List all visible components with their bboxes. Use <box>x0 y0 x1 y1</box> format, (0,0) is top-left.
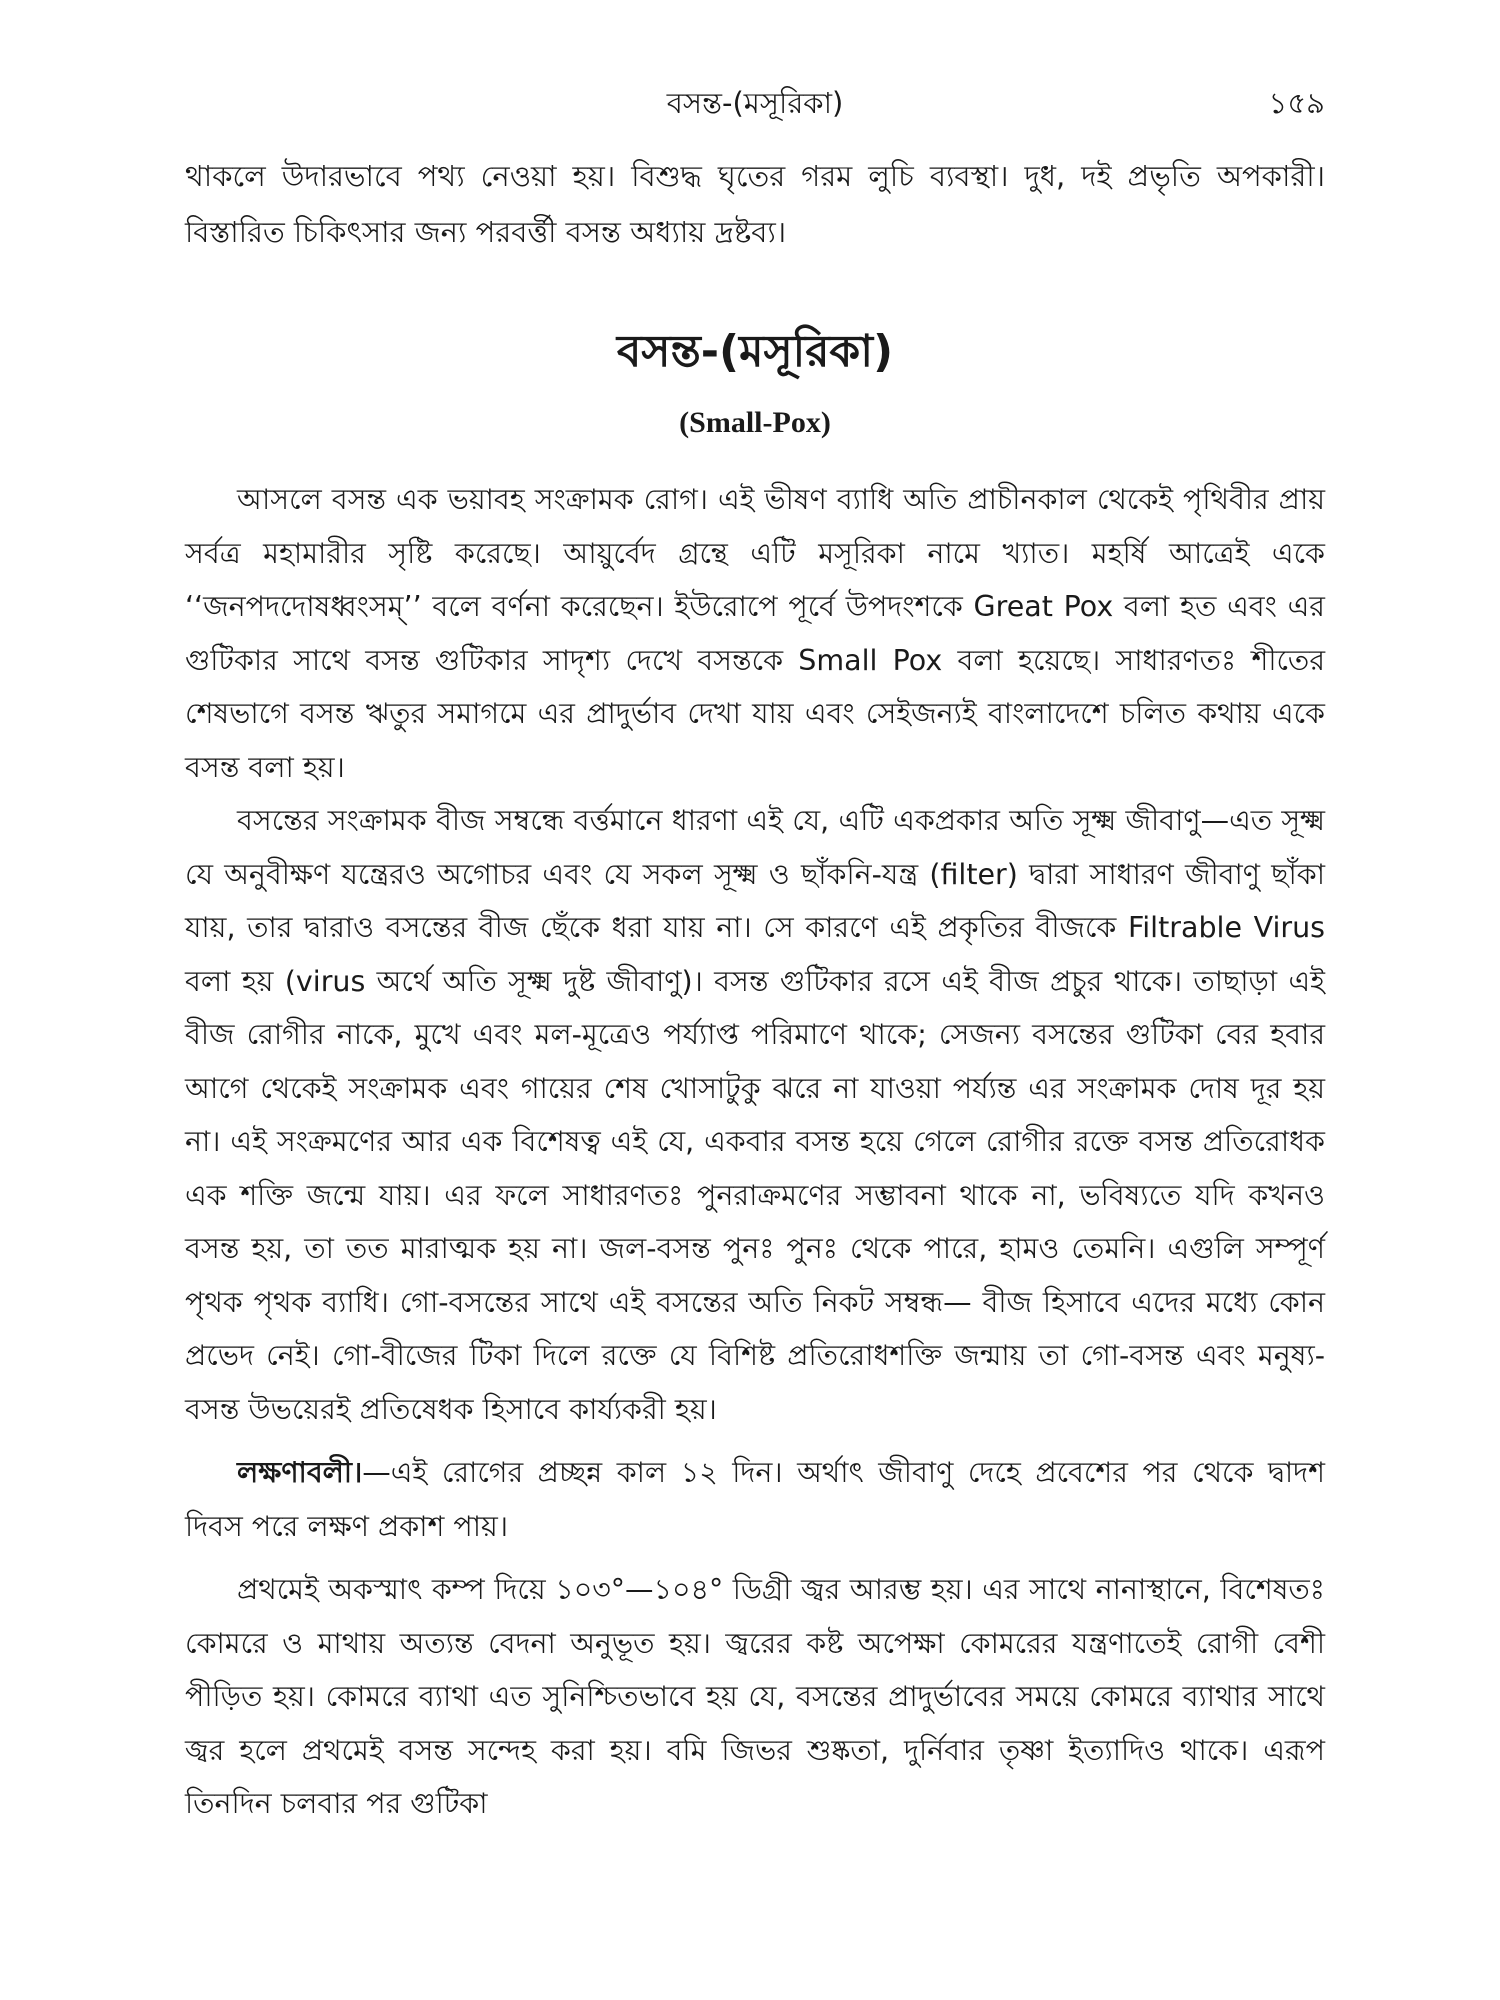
section-subtitle: (Small-Pox) <box>679 406 831 439</box>
symptoms-text: —এই রোগের প্রচ্ছন্ন কাল ১২ দিন। অর্থাৎ জীবাণু দেহে প্রবেশের পর থেকে দ্বাদশ দিবস পরে লক্ষণ প্রকাশ পায়। <box>185 1456 1325 1543</box>
running-header <box>185 78 1325 128</box>
symptoms-heading: লক্ষণাবলী। <box>237 1456 363 1489</box>
paragraph-introduction: আসলে বসন্ত এক ভয়াবহ সংক্রামক রোগ। এই ভীষণ ব্যাধি অতি প্রাচীনকাল থেকেই পৃথিবীর প্রায় সর্বত্র মহামারীর সৃষ্টি করেছে। আয়ুর্বেদ গ্রন্থে এটি মসূরিকা নামে খ্যাত। মহর্ষি আত্রেই একে ‘‘জনপদদোষধ্বংসম্’’ বলে বর্ণনা করেছেন। ইউরোপে পূর্বে উপদংশকে Great Pox বলা হত এবং এর গুটিকার সাথে বসন্ত গুটিকার সাদৃশ্য দেখে বসন্তকে Small Pox বলা হয়েছে। সাধারণতঃ শীতের শেষভাগে বসন্ত ঋতুর সমাগমে এর প্রাদুর্ভাব দেখা যায় এবং সেইজন্যই বাংলাদেশে চলিত কথায় একে বসন্ত বলা হয়। <box>185 483 1325 784</box>
page-number: ১৫৯ <box>1268 86 1325 120</box>
paragraph-cause: বসন্তের সংক্রামক বীজ সম্বন্ধে বর্ত্তমানে ধারণা এই যে, এটি একপ্রকার অতি সূক্ষ্ম জীবাণু—এত সূক্ষ্ম যে অনুবীক্ষণ যন্ত্রেরও অগোচর এবং যে সকল সূক্ষ্ম ও ছাঁকনি-যন্ত্র (filter) দ্বারা সাধারণ জীবাণু ছাঁকা যায়, তার দ্বারাও বসন্তের বীজ ছেঁকে ধরা যায় না। সে কারণে এই প্রকৃতির বীজকে Filtrable Virus বলা হয় (virus অর্থে অতি সূক্ষ্ম দুষ্ট জীবাণু)। বসন্ত গুটিকার রসে এই বীজ প্রচুর থাকে। তাছাড়া এই বীজ রোগীর নাকে, মুখে এবং মল-মূত্রেও পর্য্যাপ্ত পরিমাণে থাকে; সেজন্য বসন্তের গুটিকা বের হবার আগে থেকেই সংক্রামক এবং গায়ের শেষ খোসাটুকু ঝরে না যাওয়া পর্য্যন্ত এর সংক্রামক দোষ দূর হয় না। এই সংক্রমণের আর এক বিশেষত্ব এই যে, একবার বসন্ত হয়ে গেলে রোগীর রক্তে বসন্ত প্রতিরোধক এক শক্তি জন্মে যায়। এর ফলে সাধারণতঃ পুনরাক্রমণের সম্ভাবনা থাকে না, ভবিষ্যতে যদি কখনও বসন্ত হয়, তা তত মারাত্মক হয় না। জল-বসন্ত পুনঃ পুনঃ থেকে পারে, হামও তেমনি। এগুলি সম্পূর্ণ পৃথক পৃথক ব্যাধি। গো-বসন্তের সাথে এই বসন্তের অতি নিকট সম্বন্ধ— বীজ হিসাবে এদের মধ্যে কোন প্রভেদ নেই। গো-বীজের টিকা দিলে রক্তে যে বিশিষ্ট প্রতিরোধশক্তি জন্মায় তা গো-বসন্ত এবং মনুষ্য-বসন্ত উভয়েরই প্রতিষেধক হিসাবে কার্য্যকরী হয়। <box>185 804 1325 1426</box>
running-title: বসন্ত-(মসূরিকা) <box>666 86 844 120</box>
body-text <box>185 473 1325 1831</box>
section-title: বসন্ত-(মসূরিকা) <box>616 326 894 377</box>
paragraph-onset: প্রথমেই অকস্মাৎ কম্প দিয়ে ১০৩°—১০৪° ডিগ্রী জ্বর আরম্ভ হয়। এর সাথে নানাস্থানে, বিশেষতঃ কোমরে ও মাথায় অত্যন্ত বেদনা অনুভূত হয়। জ্বরের কষ্ট অপেক্ষা কোমরের যন্ত্রণাতেই রোগী বেশী পীড়িত হয়। কোমরে ব্যাথা এত সুনিশ্চিতভাবে হয় যে, বসন্তের প্রাদুর্ভাবের সময়ে কোমরে ব্যাথার সাথে জ্বর হলে প্রথমেই বসন্ত সন্দেহ করা হয়। বমি জিভর শুষ্কতা, দুর্নিবার তৃষ্ণা ইত্যাদিও থাকে। এরূপ তিনদিন চলবার পর গুটিকা <box>185 1573 1325 1820</box>
paragraph-symptoms <box>185 1446 1325 1553</box>
continued-paragraph: থাকলে উদারভাবে পথ্য নেওয়া হয়। বিশুদ্ধ ঘৃতের গরম লুচি ব্যবস্থা। দুধ, দই প্রভৃতি অপকারী। বিস্তারিত চিকিৎসার জন্য পরবর্ত্তী বসন্ত অধ্যায় দ্রষ্টব্য। <box>185 159 1325 249</box>
